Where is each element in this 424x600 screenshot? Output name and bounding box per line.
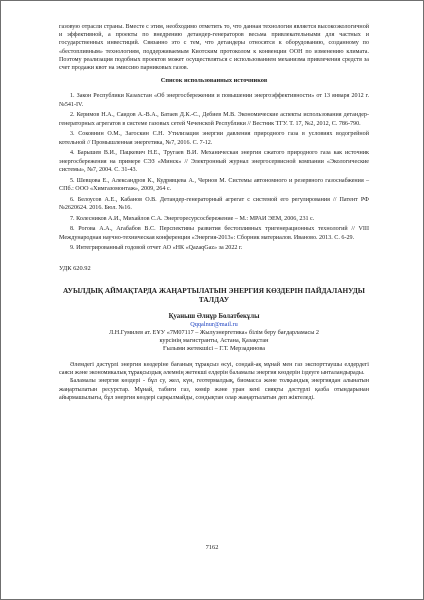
reference-item: 6. Белоусов А.Е., Кабанов О.В. Детандер-генераторный агрегат с системой его регулирования // Патент РФ №2620624. 2016. Бюл. №16. (59, 196, 369, 211)
body-paragraph: Әлемдегі дәстүрлі энергия көздеріне бағаның тұрақсыз өсуі, сондай-ақ мұнай мен газ экспорттаушы елдердегі саяси және экономикалық тұрақсыздық әлемнің жетекші елдерін баламалы энергия көздерін іздеуге ынталандырады. (59, 362, 369, 377)
reference-item: 1. Закон Республики Казахстан «Об энергосбережении и повышении энергоэффективности» от 13 января 2012 г. №541-IV. (59, 93, 369, 108)
references-list (59, 92, 369, 252)
article-title: АУЫЛДЫҚ АЙМАҚТАРДА ЖАҢАРТЫЛАТЫН ЭНЕРГИЯ КӨЗДЕРІН ПАЙДАЛАНУДЫ ТАЛДАУ (63, 285, 365, 305)
page-number: 7162 (205, 544, 219, 551)
reference-item: 7. Колесников А.И., Михайлов С.А. Энергоресурсосбережение – М.: МРАИ ЭЕМ, 2006, 231 с. (70, 215, 315, 222)
intro-paragraph: газовую отрасли страны. Вместе с этим, необходимо отметить то, что данная технология является высокоэкологичной и эффективной, а проекты по внедрению детандер-генераторов весьма привлекательными для частных и государственных инвестиций. Связанно это с тем, что детандеры относятся к оборудованию, созданному по «бестопливным» технологиям, поддерживаемым Киотским протоколом к конвенции ООН по изменению климата. Поэтому реализация подобных проектов может осуществляться с использованием механизма привлечения средств за счет продажи квот на эмиссию парниковых газов. (59, 24, 369, 72)
supervisor-line: Ғылыми жетекшісі – Г.Т. Мерзадинова (163, 345, 265, 353)
affiliation-line: Л.Н.Гумилев ат. ЕҰУ «7М07117 – Жылуэнергетика» білім беру бағдарламасы 2 (109, 329, 319, 337)
author-name: Қуаныш Әлнұр Болатбекұлы (168, 312, 260, 320)
reference-item: 3. Соковнин О.М., Загоскин С.Н. Утилизация энергии давления природного газа в условиях водогрейной котельной // Промышленная энергетика, №7, 2016. С. 7-12. (59, 131, 369, 146)
article-body (59, 361, 369, 402)
reference-item: 9. Интегрированный годовой отчет АО «НК «QazaqGaz» за 2022 г. (70, 245, 243, 252)
udk-code: УДК 620.92 (59, 264, 91, 272)
reference-item: 5. Шевцова Е., Александров К., Кудрявцева А., Чернов М. Системы автономного и резервного газоснабжения – СПб.: ООО «Химгазомонтаж», 2009, 264 с. (59, 177, 369, 192)
author-email-link[interactable]: Qqqalnur@mail.ru (190, 321, 238, 329)
affiliation-line: курсінің магистранты, Астана, Қазақстан (159, 337, 269, 345)
reference-item: 8. Рогова А.А., Агабабов В.С. Перспективы развития бестопливных тригенерационных технологий // VIII Международная научно-техническая конференция «Энергия-2013»: Сборник материалов. Иваново. 2013. С. 6-29. (59, 226, 369, 241)
references-heading: Список использованных источников (160, 77, 268, 85)
reference-item: 2. Керимов Н.А., Саидов А.-В.А., Батаев Д.К.-С., Дебиев М.В. Экономические аспекты использования детандер-генераторных агрегатов в системе газовых сетей Чеченской Республики // Вестник ТГУ. Т. 17, №2, 2012, С. 786-790. (59, 112, 369, 127)
page-content (59, 23, 369, 402)
body-paragraph: Баламалы энергия көздері - бұл су, жел, күн, геотермалдық, биомасса және толқындық энергиядан алынатын жаңартылатын ресурстар. Мұнай, табиғи газ, көмір және уран кені сияқты дәстүрлі қазба отындарынан айырмашылығы, бұл энергия көздері сарқылмайды, сондықтан олар жаңартылатын деп жіктеледі. (59, 378, 369, 401)
reference-item: 4. Барышев В.И., Пацкевич Н.Е., Тругаев В.И. Механическая энергия сжатого природного газа как источник энергосбережения на примере СЭЗ «Минск» // Электронный журнал энергосервисной компании «Экологические системы», №7, 2004. С. 31-43. (59, 150, 369, 173)
